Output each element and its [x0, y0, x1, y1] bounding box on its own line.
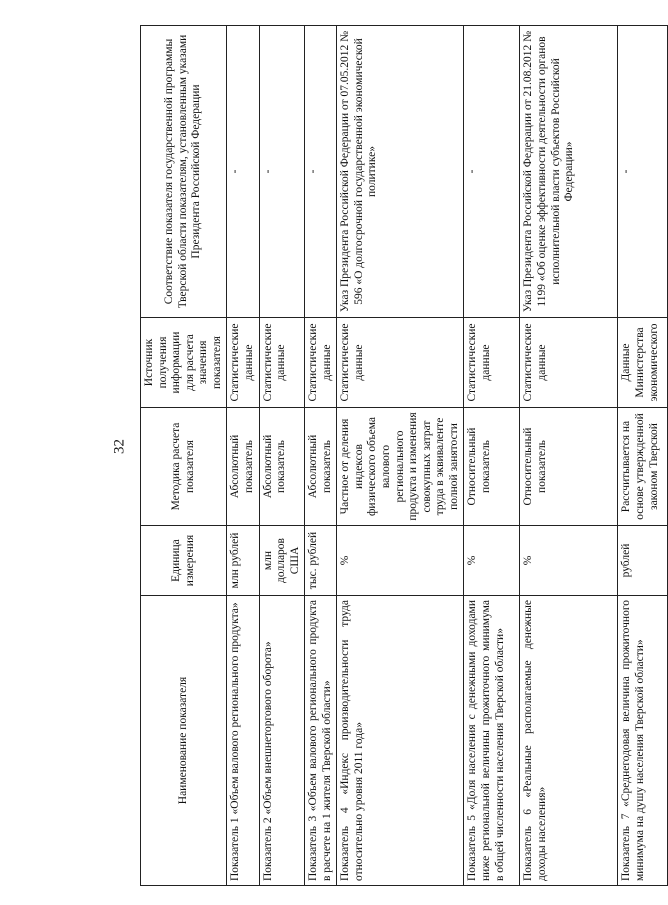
indicator-match: - [305, 26, 337, 318]
indicator-match: Указ Президента Российской Федерации от 07.05.2012 № 596 «О долгосрочной государственной экономической политике» [337, 26, 464, 318]
indicator-unit: млн долларов США [259, 526, 305, 596]
table-row [259, 26, 305, 886]
page-number: 32 [111, 439, 128, 454]
header-match: Соответствие показателя государственной программы Тверской области показателям, установленным указами Президента Российской Федерации [141, 26, 227, 318]
indicator-source: Статистические данные [464, 318, 520, 408]
indicator-name: Показатель 5 «Доля населения с денежными доходами ниже региональной величины прожиточного минимума в общей численности населения Тверской области» [464, 596, 520, 886]
indicator-method: Относительный показатель [520, 408, 618, 526]
indicator-unit: тыс. рублей [305, 526, 337, 596]
indicator-source: Данные Министерства экономического [618, 318, 668, 408]
indicator-match: - [618, 26, 668, 318]
indicator-source: Статистические данные [337, 318, 464, 408]
header-source: Источник получения информации для расчета значения показателя [141, 318, 227, 408]
indicator-source: Статистические данные [520, 318, 618, 408]
table-row [337, 26, 464, 886]
indicator-unit: % [337, 526, 464, 596]
indicator-match: - [227, 26, 259, 318]
indicator-name: Показатель 7 «Среднегодовая величина прожиточного минимума на душу населения Тверской области» [618, 596, 668, 886]
indicator-source: Статистические данные [227, 318, 259, 408]
table-header-row [141, 26, 227, 886]
indicator-source: Статистические данные [305, 318, 337, 408]
indicator-match: - [259, 26, 305, 318]
table-row [464, 26, 520, 886]
indicator-match: Указ Президента Российской Федерации от 21.08.2012 № 1199 «Об оценке эффективности деятельности органов исполнительной власти субъектов Российской Федерации» [520, 26, 618, 318]
indicator-name: Показатель 2 «Объем внешнеторгового оборота» [259, 596, 305, 886]
header-unit: Единица измерения [141, 526, 227, 596]
indicator-unit: млн рублей [227, 526, 259, 596]
indicators-table [140, 25, 668, 886]
table-row [618, 26, 668, 886]
header-name: Наименование показателя [141, 596, 227, 886]
header-method: Методика расчета показателя [141, 408, 227, 526]
indicator-method: Абсолютный показатель [305, 408, 337, 526]
table-row [305, 26, 337, 886]
indicator-unit: рублей [618, 526, 668, 596]
indicator-name: Показатель 3 «Объем валового регионального продукта в расчете на 1 жителя Тверской области» [305, 596, 337, 886]
rotated-table-container [140, 26, 660, 886]
indicator-method: Частное от деления индексов физического объема валового регионального продукта и изменения совокупных затрат труда в эквиваленте полной занятости [337, 408, 464, 526]
table-row [520, 26, 618, 886]
indicator-unit: % [464, 526, 520, 596]
indicator-unit: % [520, 526, 618, 596]
indicator-match: - [464, 26, 520, 318]
indicator-method: Абсолютный показатель [259, 408, 305, 526]
table-row [227, 26, 259, 886]
indicator-method: Рассчитывается на основе утвержденной законом Тверской [618, 408, 668, 526]
indicator-name: Показатель 4 «Индекс производительности труда относительно уровня 2011 года» [337, 596, 464, 886]
indicator-name: Показатель 1 «Объем валового регионального продукта» [227, 596, 259, 886]
indicator-method: Относительный показатель [464, 408, 520, 526]
indicator-source: Статистические данные [259, 318, 305, 408]
indicator-method: Абсолютный показатель [227, 408, 259, 526]
indicator-name: Показатель 6 «Реальные располагаемые денежные доходы населения» [520, 596, 618, 886]
